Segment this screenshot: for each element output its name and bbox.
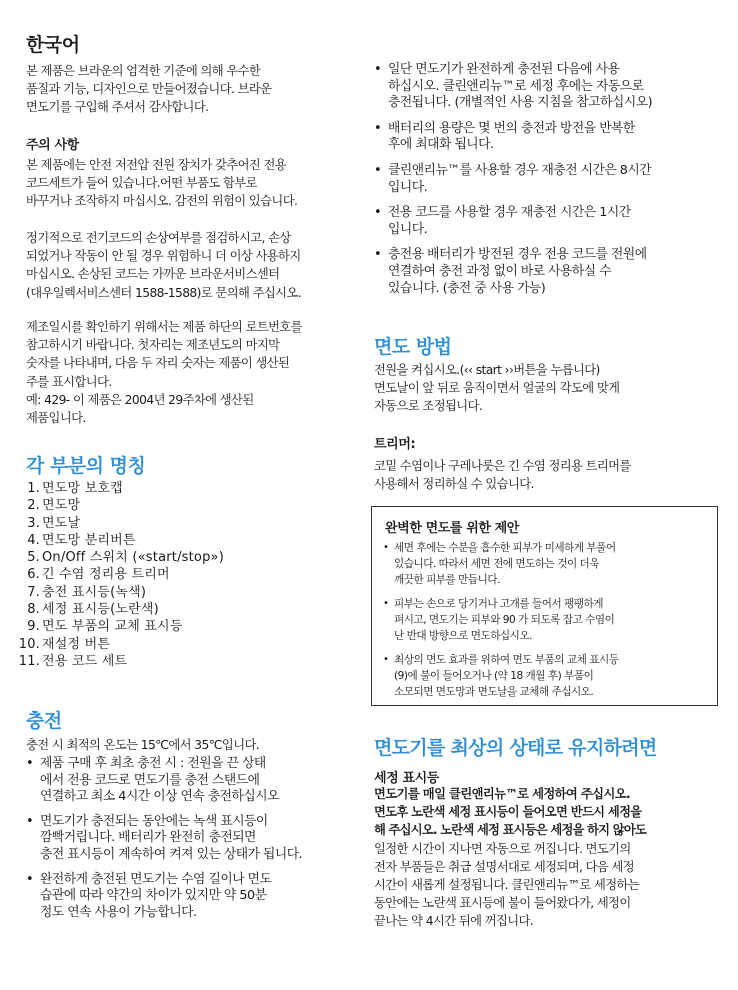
tips-title: 완벽한 면도를 위한 제안 (385, 521, 519, 536)
text-line: 되었거나 작동이 안 될 경우 위험하니 더 이상 사용하지 (26, 249, 301, 264)
text-line: 동안에는 노란색 표시등에 불이 들어왔다가, 세정이 (374, 896, 631, 911)
text-line: 시간이 새롭게 설정됩니다. 클린앤리뉴™로 세정하는 (374, 878, 640, 893)
text-line: 품질과 기능, 디자인으로 만들어졌습니다. 브라운 (26, 82, 272, 97)
list-item: 4. 면도망 분리버튼 (27, 532, 136, 548)
list-item: 3. 면도날 (27, 515, 81, 531)
charging-continued-bullets (374, 62, 719, 297)
list-item: • 피부는 손으로 당기거나 고개를 들어서 팽팽하게 펴시고, 면도기는 피부와 90 가 되도록 잡고 수염이 난 반대 방향으로 면도하십시오. (383, 596, 711, 644)
list-item: • 세면 후에는 수분을 흡수한 피부가 미세하게 부풀어 있습니다. 따라서 세면 전에 면도하는 것이 더욱 깨끗한 피부를 만듭니다. (383, 540, 711, 588)
text-line: 자동으로 조정됩니다. (374, 399, 483, 414)
list-item: 5. On/Off 스위치 («start/stop») (27, 550, 224, 566)
list-item: • 클린앤리뉴™를 사용할 경우 재충전 시간은 8시간 입니다. (374, 163, 719, 196)
text-line: 제조일시를 확인하기 위해서는 제품 하단의 로트번호를 (26, 320, 302, 334)
tips-box (371, 506, 718, 706)
text-line: 마십시오. 손상된 코드는 가까운 브라운서비스센터 (26, 267, 280, 282)
text-line: 면도후 노란색 세정 표시등이 들어오면 반드시 세정을 (374, 805, 642, 820)
text-line: 사용해서 정리하실 수 있습니다. (374, 477, 534, 492)
list-item: • 최상의 면도 효과를 위하여 면도 부품의 교체 표시등 (9)에 불이 들어오거나 (약 18 개월 후) 부품이 소모되면 면도망과 면도날을 교체해 주십시오. (383, 652, 711, 700)
list-item: • 일단 면도기가 완전하게 충전된 다음에 사용 하십시오. 클린앤리뉴™로 세정 후에는 자동으로 충전됩니다. (개별적인 사용 지침을 참고하십시오) (374, 62, 719, 112)
intro-paragraph (26, 62, 361, 117)
text-line: 참고하시기 바랍니다. 첫자리는 제조년도의 마지막 (26, 338, 280, 353)
text-line: 예: 429- 이 제품은 2004년 29주차에 생산된 (26, 392, 254, 407)
text-line: 끝나는 약 4시간 뒤에 꺼집니다. (374, 914, 534, 929)
caution-title: 주의 사항 (26, 138, 79, 153)
text-line: 코드세트가 들어 있습니다.어떤 부품도 함부로 (26, 176, 257, 191)
parts-list (10, 480, 350, 670)
list-item: 1. 면도망 보호캡 (27, 481, 123, 496)
list-item: • 전용 코드를 사용할 경우 재충전 시간은 1시간 입니다. (374, 205, 719, 238)
text-line: 정기적으로 전기코드의 손상여부를 점검하시고, 손상 (26, 231, 291, 245)
caution-para-1 (26, 156, 361, 211)
parts-title: 각 부분의 명칭 (26, 455, 146, 477)
maintenance-text (374, 785, 719, 931)
trimmer-title: 트리머: (374, 437, 416, 452)
list-item: 11. 전용 코드 세트 (18, 653, 128, 669)
text-line: (대우일렉서비스센터 1588-1588)로 문의해 주십시오. (26, 285, 301, 300)
language-heading: 한국어 (26, 34, 80, 56)
text-line: 면도기를 매일 클린앤리뉴™로 세정하여 주십시오. (374, 787, 631, 801)
cleaning-indicator-title: 세정 표시등 (374, 771, 439, 786)
list-item: 2. 면도망 (27, 498, 81, 514)
text-line: 본 제품에는 안전 저전압 전원 장치가 갖추어진 전용 (26, 158, 287, 172)
list-item: 9. 면도 부품의 교체 표시등 (27, 619, 183, 635)
caution-para-2 (26, 229, 361, 302)
list-item: • 면도기가 충전되는 동안에는 녹색 표시등이 깜빡거립니다. 배터리가 완전히 충전되면 충전 표시등이 계속하여 켜져 있는 상태가 됩니다. (26, 814, 366, 864)
text-line: 일정한 시간이 지나면 자동으로 꺼집니다. 면도기의 (374, 841, 631, 856)
text-line: 코밑 수염이나 구레나룻은 긴 수염 정리용 트리머를 (374, 459, 631, 473)
charging-bullets (26, 756, 366, 921)
text-line: 주를 표시합니다. (26, 374, 112, 389)
list-item: • 제품 구매 후 최초 충전 시 : 전원을 끈 상태 에서 전용 코드로 면도기를 충전 스탠드에 연결하고 최소 4시간 이상 연속 충전하십시오 (26, 756, 366, 806)
text-line: 숫자를 나타내며, 다음 두 자리 숫자는 제품이 생산된 (26, 356, 290, 371)
maintenance-title: 면도기를 최상의 상태로 유지하려면 (374, 737, 657, 759)
list-item: • 완전하게 충전된 면도기는 수염 길이나 면도 습관에 따라 약간의 차이가 있지만 약 50분 정도 연속 사용이 가능합니다. (26, 872, 366, 922)
list-item: 7. 충전 표시등(녹색) (27, 584, 147, 600)
text-line: 해 주십시오. 노란색 세정 표시등은 세정을 하지 않아도 (374, 823, 646, 838)
shaving-text (374, 361, 719, 416)
text-line: 본 제품은 브라운의 엄격한 기준에 의해 우수한 (26, 64, 261, 78)
text-line: 면도날이 앞 뒤로 움직이면서 얼굴의 각도에 맞게 (374, 381, 620, 396)
caution-para-3 (26, 318, 361, 427)
caution-section (26, 134, 361, 211)
charging-intro: 충전 시 최적의 온도는 15℃에서 35℃입니다. (26, 738, 260, 752)
text-line: 전원을 켜십시오.(‹‹ start ››버튼을 누릅니다) (374, 363, 600, 377)
charging-title: 충전 (26, 710, 62, 732)
text-line: 바꾸거나 조작하지 마십시오. 감전의 위험이 있습니다. (26, 194, 298, 209)
text-line: 전자 부품들은 취급 설명서대로 세정되며, 다음 세정 (374, 859, 635, 874)
shaving-title: 면도 방법 (374, 336, 452, 358)
tips-bullets (383, 540, 711, 700)
list-item: 8. 세정 표시등(노란색) (27, 602, 159, 618)
trimmer-text (374, 457, 719, 493)
list-item: • 충전용 배터리가 방전된 경우 전용 코드를 전원에 연결하여 충전 과정 없이 바로 사용하실 수 있습니다. (충전 중 사용 가능) (374, 247, 719, 297)
list-item: 6. 긴 수염 정리용 트리머 (27, 567, 170, 583)
text-line: 제품입니다. (26, 411, 86, 426)
list-item: • 배터리의 용량은 몇 번의 충전과 방전을 반복한 후에 최대화 됩니다. (374, 121, 719, 154)
list-item: 10. 재설정 버튼 (18, 636, 111, 652)
text-line: 면도기를 구입해 주셔서 감사합니다. (26, 100, 209, 115)
